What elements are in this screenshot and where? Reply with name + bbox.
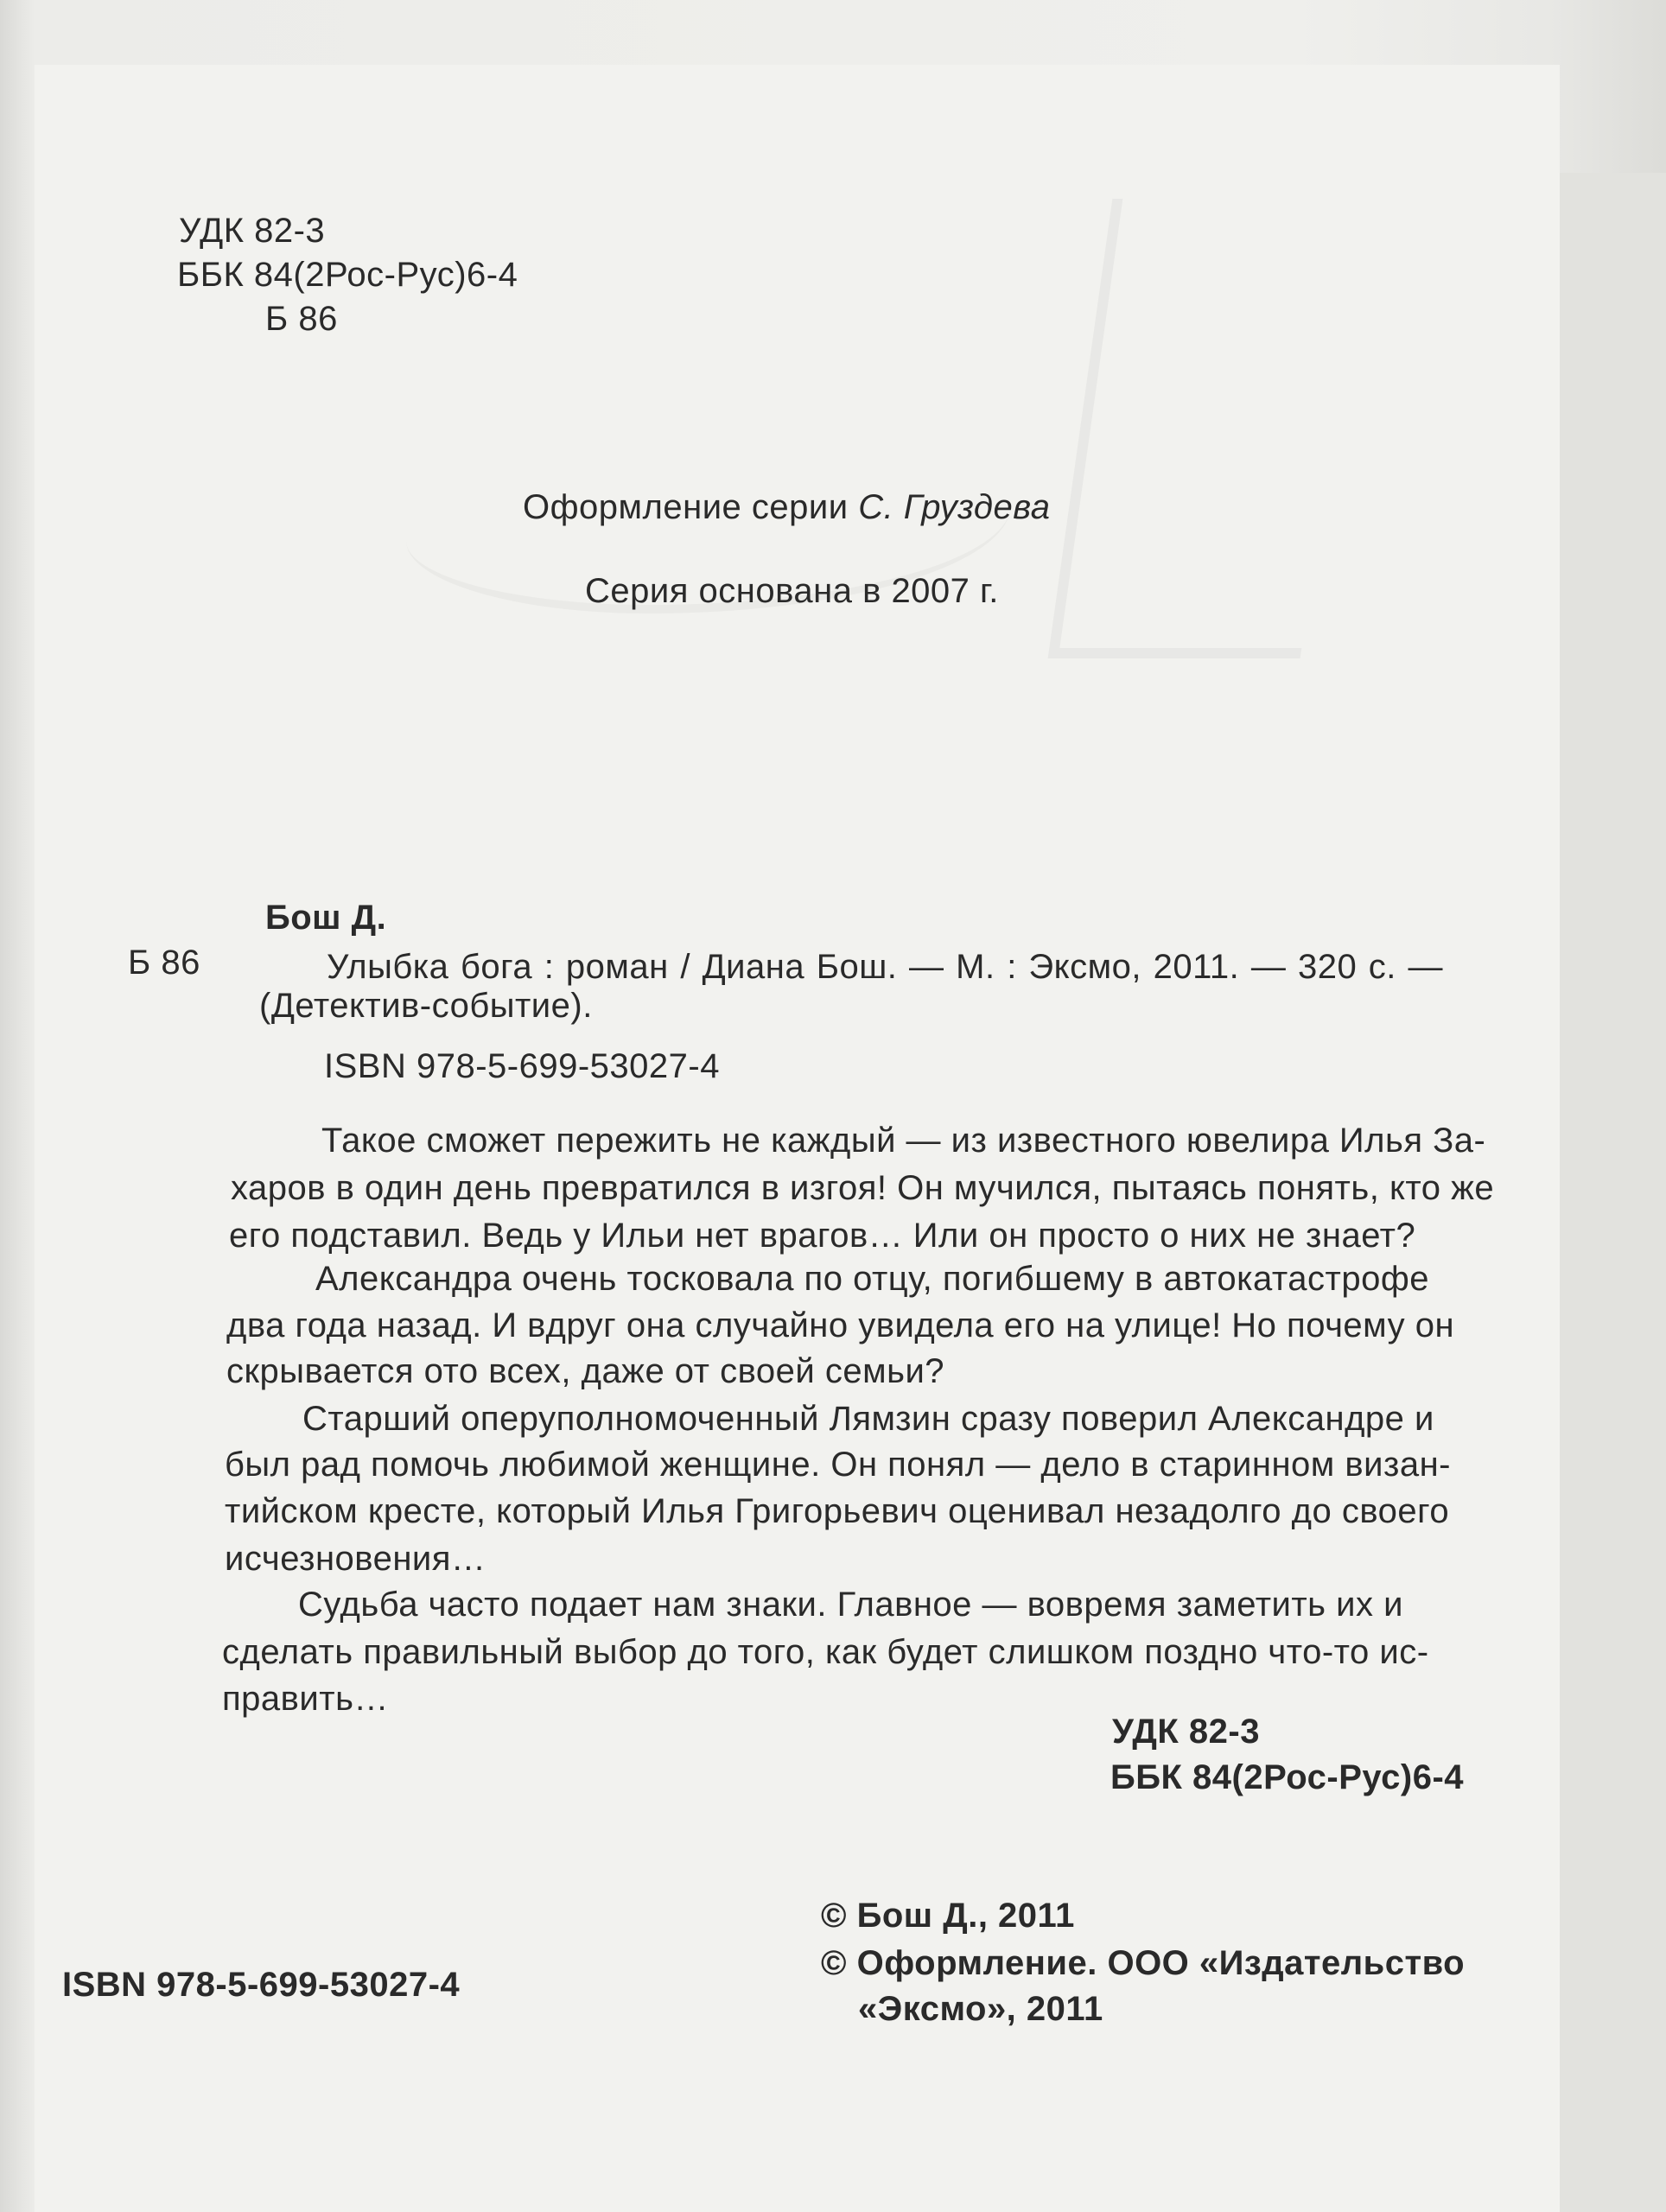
annotation-line-13: править… (222, 1680, 389, 1718)
bib-line-1: Улыбка бога : роман / Диана Бош. — М. : Эксмо, 2011. — 320 с. — (327, 948, 1444, 986)
isbn-bottom: ISBN 978-5-699-53027-4 (62, 1966, 461, 2004)
bib-line-2: (Детектив-событие). (259, 987, 593, 1025)
author-mark-top: Б 86 (265, 300, 338, 338)
series-design-prefix: Оформление серии (523, 488, 859, 526)
annotation-line-4: Александра очень тосковала по отцу, погибшему в автокатастрофе (315, 1260, 1429, 1298)
annotation-line-1: Такое сможет пережить не каждый — из известного ювелира Илья За- (321, 1122, 1486, 1160)
annotation-line-8: был рад помочь любимой женщине. Он понял — дело в старинном визан- (225, 1446, 1451, 1484)
series-design-credit (523, 488, 1050, 527)
annotation-line-6: скрывается ото всех, даже от своей семьи? (226, 1352, 945, 1390)
copyright-line-2: © Оформление. ООО «Издательство (821, 1944, 1466, 1982)
bib-author-mark: Б 86 (128, 944, 200, 982)
bib-author: Бош Д. (265, 899, 387, 937)
annotation-line-5: два года назад. И вдруг она случайно увидела его на улице! Но почему он (226, 1306, 1455, 1344)
annotation-line-12: сделать правильный выбор до того, как будет слишком поздно что-то ис- (222, 1633, 1429, 1671)
annotation-line-3: его подставил. Ведь у Ильи нет врагов… Или он просто о них не знает? (229, 1217, 1416, 1255)
series-design-name: С. Груздева (858, 488, 1051, 526)
annotation-line-2: харов в один день превратился в изгоя! Он мучился, пытаясь понять, кто же (231, 1169, 1495, 1207)
bbk-code-top: ББК 84(2Рос-Рус)6-4 (177, 256, 518, 294)
next-page-edge (1551, 173, 1666, 2212)
udk-code-top: УДК 82-3 (179, 212, 326, 250)
annotation-line-10: исчезновения… (225, 1540, 486, 1578)
annotation-line-9: тийском кресте, который Илья Григорьевич оценивал незадолго до своего (225, 1492, 1450, 1530)
annotation-line-7: Старший оперуполномоченный Лямзин сразу поверил Александре и (302, 1400, 1434, 1438)
annotation-line-11: Судьба часто подает нам знаки. Главное — вовремя заметить их и (298, 1586, 1403, 1624)
copyright-line-3: «Эксмо», 2011 (858, 1990, 1103, 2028)
udk-code-bottom: УДК 82-3 (1112, 1713, 1260, 1751)
copyright-line-1: © Бош Д., 2011 (821, 1897, 1075, 1935)
bib-isbn: ISBN 978-5-699-53027-4 (324, 1047, 720, 1085)
series-founded: Серия основана в 2007 г. (585, 572, 999, 610)
bbk-code-bottom: ББК 84(2Рос-Рус)6-4 (1110, 1758, 1465, 1796)
